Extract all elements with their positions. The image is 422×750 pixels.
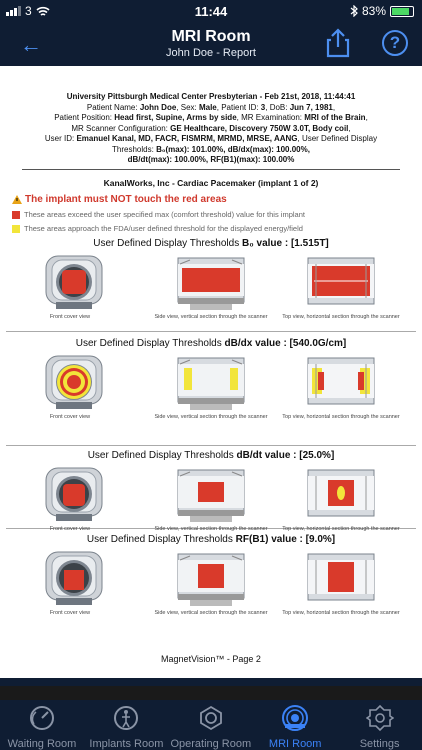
red-swatch xyxy=(12,211,20,219)
threshold-title xyxy=(0,338,422,349)
threshold-value: dB/dt value : [25.0%] xyxy=(236,450,335,461)
threshold-title xyxy=(0,238,422,249)
side-view-figure xyxy=(176,254,246,312)
info-segment: User ID: xyxy=(44,134,77,143)
legend-red xyxy=(12,210,305,219)
info-segment: , User Defined Display xyxy=(297,134,378,143)
doc-shadow xyxy=(0,686,422,700)
info-segment: University Pittsburgh Medical Center Presbyterian - Feb 21st, 2018, 11:44:41 xyxy=(66,92,356,101)
info-segment: dB/dt(max): 100.00%, RF(B1)(max): 100.00% xyxy=(127,155,295,164)
tab-label: Implants Room xyxy=(89,738,164,750)
carrier-label: 3 xyxy=(25,4,32,18)
operating-room-icon xyxy=(197,704,225,732)
top-view-figure xyxy=(306,466,376,524)
battery-percent: 83% xyxy=(361,4,386,18)
info-line xyxy=(6,155,416,166)
settings-icon xyxy=(366,704,394,732)
implant-name: KanalWorks, Inc - Cardiac Pacemaker (implant 1 of 2) xyxy=(103,178,319,188)
tab-label: Settings xyxy=(359,738,400,750)
info-segment: MR Scanner Configuration: xyxy=(71,123,171,133)
report-page xyxy=(0,66,422,678)
figure-caption: Side view, vertical section through the scanner xyxy=(154,610,268,616)
info-segment: B₀(max): 101.00%, dB/dx(max): 100.00%, xyxy=(156,144,310,154)
threshold-prefix: User Defined Display Thresholds xyxy=(87,450,237,461)
info-segment: , Patient ID: xyxy=(216,102,261,112)
warning-label: The implant must NOT touch the red areas xyxy=(25,194,227,205)
page-title: MRI Room xyxy=(171,28,251,45)
info-segment: Thresholds: xyxy=(112,144,157,154)
info-segment: , Sex: xyxy=(176,102,199,112)
info-segment: , xyxy=(365,113,368,122)
divider xyxy=(6,445,416,446)
implants-room-icon xyxy=(112,704,140,732)
front-view-figure xyxy=(44,354,104,412)
tab-bar xyxy=(0,700,422,750)
battery-icon xyxy=(390,6,414,17)
page-footer: MagnetVision™ - Page 2 xyxy=(161,654,261,664)
info-segment: Patient Position: xyxy=(54,113,115,122)
figure-caption: Side view, vertical section through the scanner xyxy=(154,526,268,532)
info-segment: , DoB: xyxy=(265,102,290,112)
side-view-figure xyxy=(176,466,246,524)
mri-room-icon xyxy=(281,704,309,732)
report-info xyxy=(6,92,416,166)
threshold-value: RF(B1) value : [9.0%] xyxy=(235,534,336,545)
info-segment: GE Healthcare, Discovery 750W 3.0T, Body coil xyxy=(170,123,349,133)
threshold-prefix: User Defined Display Thresholds xyxy=(75,338,225,349)
divider xyxy=(22,169,400,170)
threshold-prefix: User Defined Display Thresholds xyxy=(86,534,236,545)
info-line xyxy=(6,124,416,135)
tab-waiting-room[interactable] xyxy=(0,700,84,750)
figure-caption: Front cover view xyxy=(49,314,91,320)
tab-mri-room[interactable] xyxy=(253,700,337,750)
tab-settings[interactable] xyxy=(338,700,422,750)
info-segment: John Doe xyxy=(139,102,177,112)
legend-yellow-label: These areas approach the FDA/user defined threshold for the displayed energy/field xyxy=(24,224,303,233)
info-line xyxy=(6,113,416,124)
front-view-figure xyxy=(44,254,104,312)
info-line xyxy=(6,134,416,145)
doc-bottom-edge xyxy=(0,678,422,686)
waiting-room-icon xyxy=(28,704,56,732)
threshold-value: B₀ value : [1.515T] xyxy=(242,238,329,249)
info-segment: MRI of the Brain xyxy=(304,113,366,122)
warning-text xyxy=(12,194,227,205)
figure-caption: Top view, horizontal section through the scanner xyxy=(282,314,400,320)
tab-implants-room[interactable] xyxy=(84,700,168,750)
info-line xyxy=(6,145,416,156)
page-subtitle: John Doe - Report xyxy=(166,47,256,59)
help-button[interactable]: ? xyxy=(382,30,408,56)
info-segment: Patient Name: xyxy=(86,102,140,112)
info-segment: Head first, Supine, Arms by side xyxy=(114,113,237,122)
info-line xyxy=(6,103,416,114)
figure-caption: Side view, vertical section through the scanner xyxy=(154,314,268,320)
side-view-figure xyxy=(176,550,246,608)
tab-label: Waiting Room xyxy=(7,738,77,750)
top-view-figure xyxy=(306,254,376,312)
top-view-figure xyxy=(306,354,376,412)
legend-red-label: These areas exceed the user specified max (comfort threshold) value for this implant xyxy=(24,210,305,219)
info-segment: , xyxy=(332,102,336,112)
info-segment: Emanuel Kanal, MD, FACR, FISMRM, MRMD, MRSE, AANG xyxy=(76,134,298,143)
front-view-figure xyxy=(44,550,104,608)
figure-caption: Top view, horizontal section through the scanner xyxy=(282,610,400,616)
info-segment: , MR Examination: xyxy=(236,113,305,122)
threshold-title xyxy=(0,534,422,545)
legend-yellow xyxy=(12,224,303,233)
figure-caption: Top view, horizontal section through the scanner xyxy=(282,414,400,420)
threshold-prefix: User Defined Display Thresholds xyxy=(93,238,242,249)
front-view-figure xyxy=(44,466,104,524)
divider xyxy=(6,331,416,332)
top-view-figure xyxy=(306,550,376,608)
share-icon[interactable] xyxy=(326,28,350,58)
warning-icon xyxy=(12,195,22,204)
info-segment: Male xyxy=(198,102,217,112)
threshold-value: dB/dx value : [540.0G/cm] xyxy=(224,338,347,349)
clock: 11:44 xyxy=(194,4,228,19)
info-segment: Jun 7, 1981 xyxy=(289,102,333,112)
figure-caption: Front cover view xyxy=(49,610,91,616)
yellow-swatch xyxy=(12,225,20,233)
info-segment: 3 xyxy=(260,102,266,112)
figure-caption: Side view, vertical section through the scanner xyxy=(154,414,268,420)
tab-operating-room[interactable] xyxy=(169,700,253,750)
figure-caption: Front cover view xyxy=(49,526,91,532)
bluetooth-icon xyxy=(350,5,358,17)
status-bar xyxy=(0,0,422,22)
info-segment: , xyxy=(348,123,351,133)
nav-header xyxy=(0,22,422,66)
figure-caption: Front cover view xyxy=(49,414,91,420)
tab-label: MRI Room xyxy=(268,738,322,750)
threshold-title xyxy=(0,450,422,461)
info-line xyxy=(6,92,416,103)
back-arrow-icon[interactable]: ← xyxy=(20,32,42,57)
tab-label: Operating Room xyxy=(170,738,252,750)
figure-caption: Top view, horizontal section through the scanner xyxy=(282,526,400,532)
side-view-figure xyxy=(176,354,246,412)
